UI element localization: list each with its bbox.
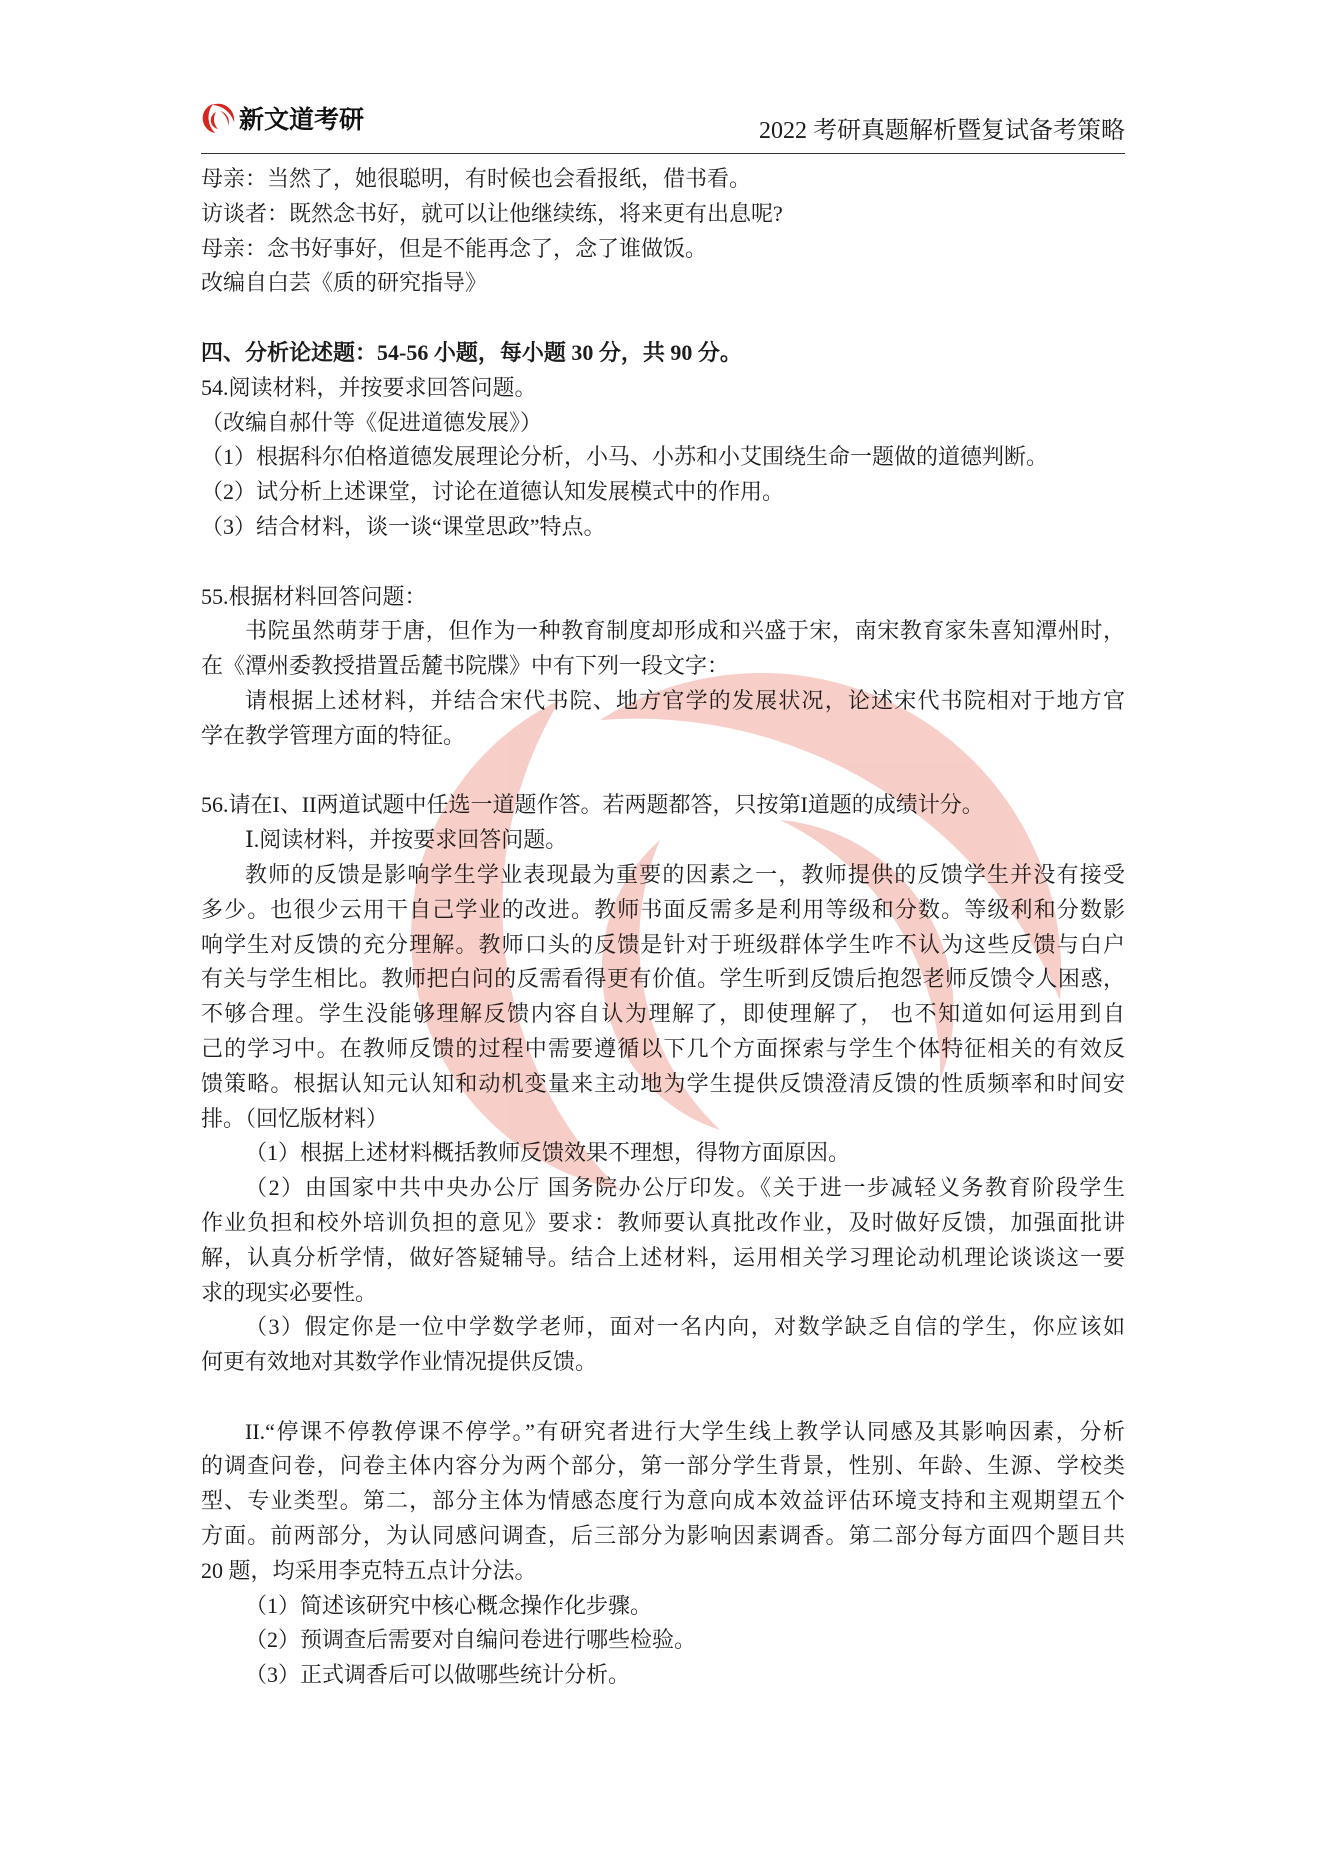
- q56-option2-material-line: 型、专业类型。第二，部分主体为情感态度行为意向成本效益评估环境支持和主观期望五个: [201, 1488, 1125, 1514]
- q56-option1-material-line: 有关与学生相比。教师把白问的反需看得更有价值。学生听到反馈后抱怨老师反馈令人困惑，: [201, 966, 1125, 992]
- q55-material-line: 书院虽然萌芽于唐，但作为一种教育制度却形成和兴盛于宋，南宋教育家朱喜知潭州时，: [245, 618, 1125, 644]
- q56-option2-material-line: II.“停课不停教停课不停学。”有研究者进行大学生线上教学认同感及其影响因素，分析: [245, 1418, 1125, 1444]
- q56-option1-subquestion: （2）由国家中共中央办公厅 国务院办公厅印发。《关于进一步减轻义务教育阶段学生: [245, 1175, 1125, 1201]
- document-body: [201, 162, 1125, 1693]
- q56-option2-material-line: 的调查问卷，问卷主体内容分为两个部分，第一部分学生背景，性别、年龄、生源、学校类: [201, 1453, 1125, 1479]
- q56-option1-subquestion-line: 解，认真分析学情，做好答疑辅导。结合上述材料，运用相关学习理论动机理论谈谈这一要: [201, 1244, 1125, 1270]
- q56-option1-material-line: 馈策略。根据认知元认知和动机变量来主动地为学生提供反馈澄清反馈的性质频率和时间安: [201, 1070, 1125, 1096]
- q56-option1-subquestion-line: 作业负担和校外培训负担的意见》要求：教师要认真批改作业，及时做好反馈，加强面批讲: [201, 1209, 1125, 1235]
- q56-option1-heading: Ⅰ.阅读材料，并按要求回答问题。: [245, 827, 568, 853]
- interview-source: 改编自白芸《质的研究指导》: [201, 270, 488, 296]
- q54-stem: 54.阅读材料，并按要求回答问题。: [201, 374, 537, 400]
- section-heading: 四、分析论述题：54-56 小题，每小题 30 分，共 90 分。: [201, 339, 742, 365]
- q56-option2-material-line: 方面。前两部分，为认同感问调查，后三部分为影响因素调香。第二部分每方面四个题目共: [201, 1523, 1125, 1549]
- brand-logo: [201, 100, 364, 136]
- blank-line: [201, 545, 1125, 580]
- blank-line: [201, 754, 1125, 789]
- q56-option1-material-line: 不够合理。学生没能够理解反馈内容自认为理解了，即使理解了， 也不知道如何运用到自: [201, 1001, 1125, 1027]
- logo-swirl-right: [220, 111, 229, 126]
- interview-line: 访谈者：既然念书好，就可以让他继续练，将来更有出息呢?: [201, 200, 783, 226]
- document-title: 2022 考研真题解析暨复试备考策略: [759, 118, 1125, 144]
- q54-subquestion: （3）结合材料，谈一谈“课堂思政”特点。: [201, 513, 606, 539]
- q55-prompt-line: 学在教学管理方面的特征。: [201, 722, 466, 748]
- q56-option1-material-line: 排。（回忆版材料）: [201, 1105, 389, 1131]
- brand-swirl-icon: [201, 101, 235, 135]
- blank-line: [201, 301, 1125, 336]
- q56-option2-subquestion: （2）预调查后需要对自编问卷进行哪些检验。: [245, 1627, 697, 1653]
- interview-line: 母亲：念书好事好，但是不能再念了，念了谁做饭。: [201, 235, 708, 261]
- interview-line: 母亲：当然了，她很聪明，有时候也会看报纸，借书看。: [201, 166, 752, 191]
- q56-option1-subquestion: （3）假定你是一位中学数学老师，面对一名内向，对数学缺乏自信的学生，你应该如: [245, 1314, 1125, 1340]
- q54-source: （改编自郝什等《促进道德发展》）: [201, 409, 543, 435]
- q56-option1-material-line: 己的学习中。在教师反馈的过程中需要遵循以下几个方面探索与学生个体特征相关的有效反: [201, 1035, 1125, 1061]
- q54-subquestion: （1）根据科尔伯格道德发展理论分析，小马、小苏和小艾围绕生命一题做的道德判断。: [201, 444, 1049, 470]
- q56-option2-material-line: 20 题，均采用李克特五点计分法。: [201, 1557, 537, 1583]
- q56-option1-subquestion: （1）根据上述材料概括教师反馈效果不理想，得物方面原因。: [245, 1140, 851, 1166]
- q54-subquestion: （2）试分析上述课堂，讨论在道德认知发展模式中的作用。: [201, 479, 785, 505]
- q56-option1-subquestion-line: 何更有效地对其数学作业情况提供反馈。: [201, 1349, 598, 1375]
- header-rule: [201, 153, 1125, 154]
- logo-text: 新文道考研: [239, 105, 365, 134]
- q56-option1-material-line: 多少。也很少云用干自己学业的改进。教师书面反需多是利用等级和分数。等级利和分数影: [201, 896, 1125, 922]
- blank-line: [201, 1380, 1125, 1415]
- q56-option2-subquestion: （1）简述该研究中核心概念操作化步骤。: [245, 1592, 653, 1618]
- q56-option2-subquestion: （3）正式调香后可以做哪些统计分析。: [245, 1662, 631, 1688]
- logo-swirl-inner: [211, 112, 218, 129]
- q56-option1-material-line: 响学生对反馈的充分理解。教师口头的反馈是针对于班级群体学生咋不认为这些反馈与白户: [201, 931, 1125, 957]
- q56-option1-subquestion-line: 求的现实必要性。: [201, 1279, 378, 1305]
- q55-prompt-line: 请根据上述材料，并结合宋代书院、地方官学的发展状况，论述宋代书院相对于地方官: [245, 687, 1125, 713]
- q55-stem: 55.根据材料回答问题：: [201, 583, 427, 609]
- q56-instruction: 56.请在I、II两道试题中任选一道题作答。若两题都答，只按第I道题的成绩计分。: [201, 792, 984, 818]
- q55-material-line: 在《潭州委教授措置岳麓书院牒》中有下列一段文字：: [201, 653, 730, 679]
- q56-option1-material-line: 教师的反馈是影响学生学业表现最为重要的因素之一，教师提供的反馈学生并没有接受: [245, 861, 1125, 887]
